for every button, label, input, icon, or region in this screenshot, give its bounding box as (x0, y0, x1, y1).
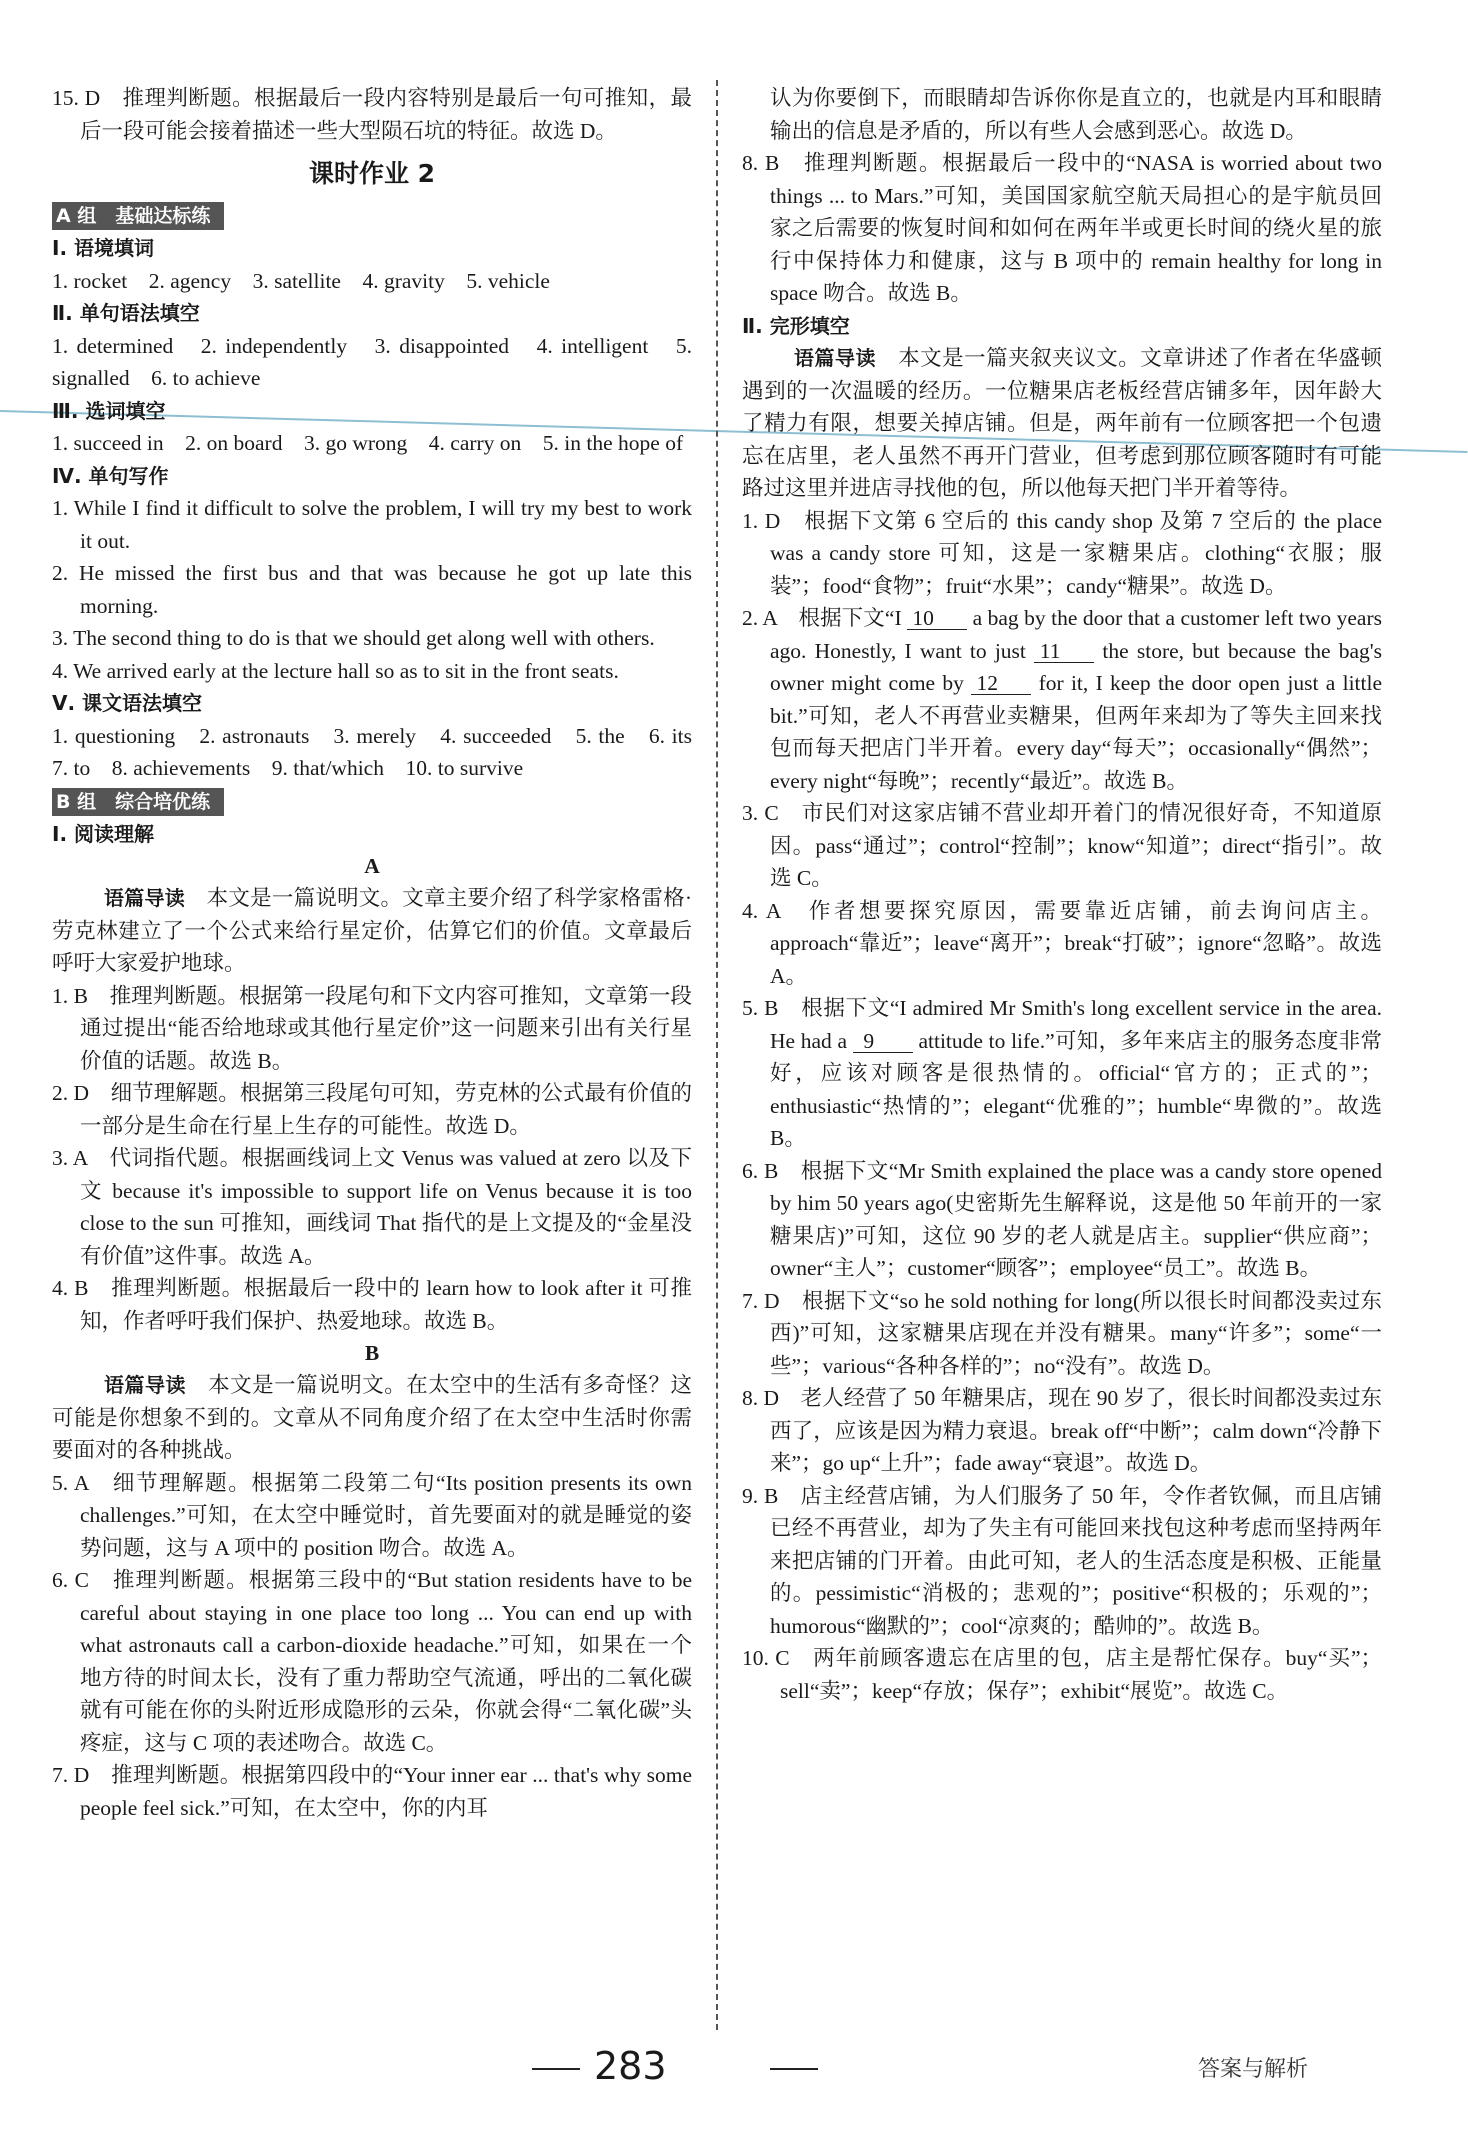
a1-answers: 1. rocket 2. agency 3. satellite 4. gravity 5. vehicle (52, 268, 550, 293)
b1-heading: Ⅰ. 阅读理解 (52, 821, 155, 846)
reading-answer-8: 8. B 推理判断题。根据最后一段中的“NASA is worried about two things ... to Mars.”可知，美国国家航空航天局担心的是宇航员回家之后需要的恢复时间和如何在两年半或更长时间的绕火星的旅行中保持体力和健康，这与 B 项中的 remain healthy for long in space 吻合。故选 B。 (742, 151, 1382, 305)
cloze-answer-6: 6. B 根据下文“Mr Smith explained the place was a candy store opened by him 50 years ago(史密斯先生解释说，这是他 50 年前开的一家糖果店)”可知，这位 90 岁的老人就是店主。supplier“供应商”；owner“主人”；customer“顾客”；employee“员工”。故选 B。 (742, 1158, 1382, 1280)
a5-heading: Ⅴ. 课文语法填空 (52, 691, 203, 715)
cloze-answer-2 (742, 602, 1382, 797)
a4-answer-1: 1. While I find it difficult to solve the problem, I will try my best to work it out. (52, 496, 692, 553)
guide-text: 本文是一篇夹叙夹议文。文章讲述了作者在华盛顿遇到的一次温暖的经历。一位糖果店老板经营店铺多年，因年龄大了精力有限，想要关掉店铺。但是，两年前有一位顾客把一个包遗忘在店里，老人虽然不再开门营业，但考虑到那位顾客随时有可能路过这里并进店寻找他的包，所以他每天把门半开着等待。 (742, 346, 1382, 500)
guide-label: 语篇导读 (794, 346, 877, 370)
right-column (742, 82, 1382, 1707)
a4-answer-3: 3. The second thing to do is that we should get along well with others. (52, 626, 655, 650)
cloze-guide (742, 342, 1382, 505)
reading-answer-6: 6. C 推理判断题。根据第三段中的“But station residents have to be careful about staying in one place too long ... You can end up with what astronauts call a carbon-dioxide headache.”可知，如果在一个地方待的时间太长，没有了重力帮助空气流通，呼出的二氧化碳就有可能在你的头附近形成隐形的云朵，你就会得“二氧化碳”头疼症，这与 C 项的表述吻合。故选 C。 (52, 1568, 692, 1755)
passage-a-label: A (364, 854, 380, 878)
passage-a-guide (52, 882, 692, 980)
text-segment: a bag by the door that a customer left two years ago. Honestly, I want to just (770, 606, 1383, 663)
page-number-dash-right (770, 2068, 818, 2070)
page-title: 课时作业 2 (308, 159, 436, 188)
a4-heading: Ⅳ. 单句写作 (52, 463, 169, 488)
section-label: 答案与解析 (1198, 2057, 1309, 2082)
cloze-answer-5 (742, 992, 1382, 1155)
a4-answer-2: 2. He missed the first bus and that was because he got up late this morning. (52, 561, 692, 618)
guide-label: 语篇导读 (104, 1373, 187, 1397)
a1-heading: Ⅰ. 语境填词 (52, 236, 155, 260)
cloze-heading: Ⅱ. 完形填空 (742, 313, 850, 338)
guide-text: 本文是一篇说明文。在太空中的生活有多奇怪？这可能是你想象不到的。文章从不同角度介绍了在太空中生活时你需要面对的各种挑战。 (52, 1373, 692, 1462)
a4-answer-4: 4. We arrived early at the lecture hall so as to sit in the front seats. (52, 658, 619, 683)
cloze-answer-4: 4. A 作者想要探究原因，需要靠近店铺，前去询问店主。approach“靠近”；leave“离开”；break“打破”；ignore“忽略”。故选 A。 (742, 898, 1382, 988)
reading-answer-2: 2. D 细节理解题。根据第三段尾句可知，劳克林的公式最有价值的一部分是生命在行星上生存的可能性。故选 D。 (52, 1081, 692, 1138)
text-segment: for it, I keep the door open just a little bit.”可知，老人不再营业卖糖果，但两年来却为了等失主回来找包而每天把店门半开着。every day“每天”；occasionally“偶然”；every night“每晚”；recently“最近”。故选 B。 (770, 671, 1383, 793)
guide-text: 本文是一篇说明文。文章主要介绍了科学家格雷格·劳克林建立了一个公式来给行星定价，估算它们的价值。文章最后呼吁大家爱护地球。 (52, 886, 692, 975)
group-b-banner: B 组 综合培优练 (52, 788, 224, 816)
passage-b-label: B (364, 1341, 380, 1365)
cloze-answer-3: 3. C 市民们对这家店铺不营业却开着门的情况很好奇，不知道原因。pass“通过”；control“控制”；know“知道”；direct“指引”。故选 C。 (742, 801, 1382, 890)
cloze-answer-1: 1. D 根据下文第 6 空后的 this candy shop 及第 7 空后的 the place was a candy store 可知，这是一家糖果店。clothing“衣服；服装”；food“食物”；fruit“水果”；candy“糖果”。故选 D。 (742, 508, 1382, 598)
group-a-banner: A 组 基础达标练 (52, 202, 224, 230)
blank-11: 11 (1034, 640, 1094, 663)
blank-9: 9 (853, 1030, 913, 1053)
reading-answer-1: 1. B 推理判断题。根据第一段尾句和下文内容可推知，文章第一段通过提出“能否给地球或其他行星定价”这一问题来引出有关行星价值的话题。故选 B。 (52, 983, 692, 1073)
blank-10: 10 (907, 607, 967, 630)
reading-answer-4: 4. B 推理判断题。根据最后一段中的 learn how to look after it 可推知，作者呼吁我们保护、热爱地球。故选 B。 (52, 1276, 692, 1333)
a2-answers: 1. determined 2. independently 3. disappointed 4. intelligent 5. signalled 6. to achieve (52, 333, 692, 390)
passage-b-guide (52, 1369, 692, 1467)
text-segment: 2. A 根据下文“I (742, 606, 902, 630)
cloze-answer-10: 10. C 两年前顾客遗忘在店里的包，店主是帮忙保存。buy“买”；sell“卖”；keep“存放；保存”；exhibit“展览”。故选 C。 (742, 1646, 1382, 1703)
cloze-answer-9: 9. B 店主经营店铺，为人们服务了 50 年，令作者钦佩，而且店铺已经不再营业，却为了失主有可能回来找包这种考虑而坚持两年来把店铺的门开着。由此可知，老人的生活态度是积极、正能量的。pessimistic“消极的；悲观的”；positive“积极的；乐观的”；humorous“幽默的”；cool“凉爽的；酷帅的”。故选 B。 (742, 1483, 1382, 1638)
reading-answer-3: 3. A 代词指代题。根据画线词上文 Venus was valued at zero 以及下文 because it's impossible to support life on Venus because it is too close to the sun 可推知，画线词 That 指代的是上文提及的“金星没有价值”这件事。故选 A。 (52, 1146, 692, 1268)
answer-7-continued: 认为你要倒下，而眼睛却告诉你你是直立的，也就是内耳和眼睛输出的信息是矛盾的，所以有些人会感到恶心。故选 D。 (770, 86, 1382, 143)
reading-answer-7: 7. D 推理判断题。根据第四段中的“Your inner ear ... that's why some people feel sick.”可知，在太空中，你的内耳 (52, 1763, 692, 1820)
page-number: 283 (594, 2044, 667, 2088)
text-segment: the store, but because the bag's owner might come by (770, 638, 1383, 695)
column-divider (716, 80, 718, 2030)
text-segment: attitude to life.”可知，多年来店主的服务态度非常好，应该对顾客是很热情的。official“官方的；正式的”；enthusiastic“热情的”；elegant“优雅的”；humble“卑微的”。故选 B。 (770, 1028, 1383, 1150)
cloze-answer-7: 7. D 根据下文“so he sold nothing for long(所以很长时间都没卖过东西)”可知，这家糖果店现在并没有糖果。many“许多”；some“一些”；various“各种各样的”；no“没有”。故选 D。 (742, 1288, 1382, 1378)
answer-15: 15. D 推理判断题。根据最后一段内容特别是最后一句可推知，最后一段可能会接着描述一些大型陨石坑的特征。故选 D。 (52, 86, 692, 143)
guide-label: 语篇导读 (104, 886, 185, 910)
a5-answers: 1. questioning 2. astronauts 3. merely 4. succeeded 5. the 6. its 7. to 8. achievements 9. that/which 10. to survive (52, 723, 714, 780)
cloze-answer-8: 8. D 老人经营了 50 年糖果店，现在 90 岁了，很长时间都没卖过东西了，应该是因为精力衰退。break off“中断”；calm down“冷静下来”；go up“上升”；fade away“衰退”。故选 D。 (742, 1386, 1382, 1475)
a2-heading: Ⅱ. 单句语法填空 (52, 301, 200, 325)
page-number-dash-left (532, 2068, 580, 2070)
text-segment: 5. B 根据下文“I admired Mr Smith's long excellent service in the area. He had a (742, 996, 1382, 1053)
a3-heading: Ⅲ. 选词填空 (52, 398, 166, 423)
blank-12: 12 (971, 672, 1031, 695)
left-column (52, 82, 714, 1824)
a3-answers: 1. succeed in 2. on board 3. go wrong 4. carry on 5. in the hope of (52, 431, 684, 455)
reading-answer-5: 5. A 细节理解题。根据第二段第二句“Its position presents its own challenges.”可知，在太空中睡觉时，首先要面对的就是睡觉的姿势问题，这与 A 项中的 position 吻合。故选 A。 (52, 1470, 692, 1560)
